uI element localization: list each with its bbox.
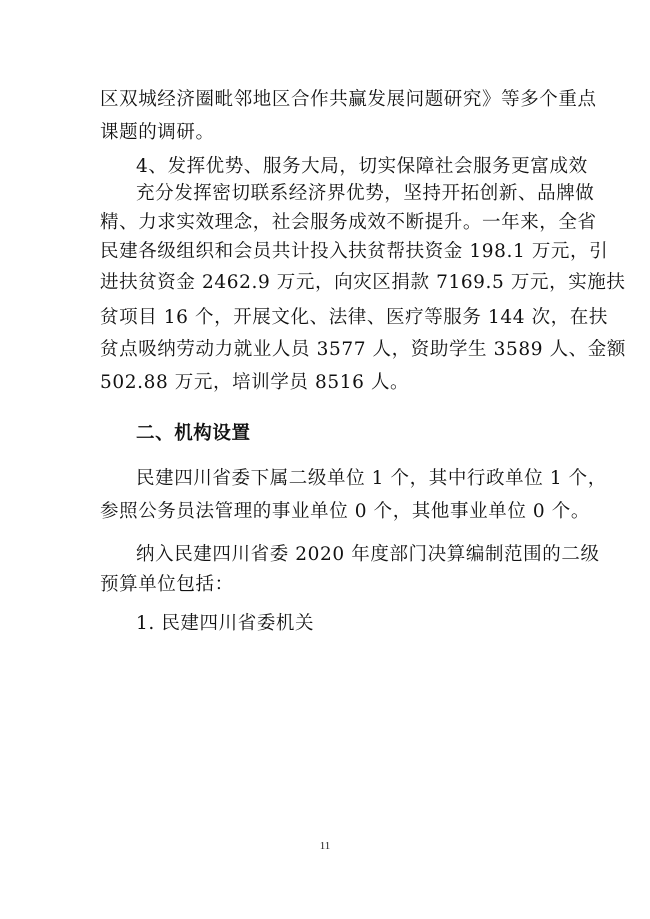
body-text-line: 区双城经济圈毗邻地区合作共赢发展问题研究》等多个重点 xyxy=(100,89,597,110)
body-text-line: 纳入民建四川省委 2020 年度部门决算编制范围的二级 xyxy=(136,544,600,565)
body-text-line: 精、力求实效理念，社会服务成效不断提升。一年来，全省 xyxy=(100,212,597,233)
body-text-line: 参照公务员法管理的事业单位 0 个，其他事业单位 0 个。 xyxy=(100,501,590,522)
body-text-line: 进扶贫资金 2462.9 万元，向灾区捐款 7169.5 万元，实施扶 xyxy=(100,272,626,293)
item-4-title: 4、发挥优势、服务大局，切实保障社会服务更富成效 xyxy=(136,156,588,177)
section-heading: 二、机构设置 xyxy=(136,423,251,444)
page-number: 11 xyxy=(319,840,331,852)
body-text-line: 预算单位包括： xyxy=(100,574,234,595)
body-text-line: 民建各级组织和会员共计投入扶贫帮扶资金 198.1 万元，引 xyxy=(100,241,609,262)
body-text-line: 民建四川省委下属二级单位 1 个，其中行政单位 1 个， xyxy=(136,468,607,489)
body-text-line: 课题的调研。 xyxy=(100,122,215,143)
body-text-line: 贫项目 16 个，开展文化、法律、医疗等服务 144 次，在扶 xyxy=(100,307,608,328)
body-text-line: 502.88 万元，培训学员 8516 人。 xyxy=(100,372,410,393)
body-text-line: 贫点吸纳劳动力就业人员 3577 人，资助学生 3589 人、金额 xyxy=(100,339,626,360)
list-item: 1. 民建四川省委机关 xyxy=(136,613,315,634)
body-text-line: 充分发挥密切联系经济界优势，坚持开拓创新、品牌做 xyxy=(136,183,595,204)
